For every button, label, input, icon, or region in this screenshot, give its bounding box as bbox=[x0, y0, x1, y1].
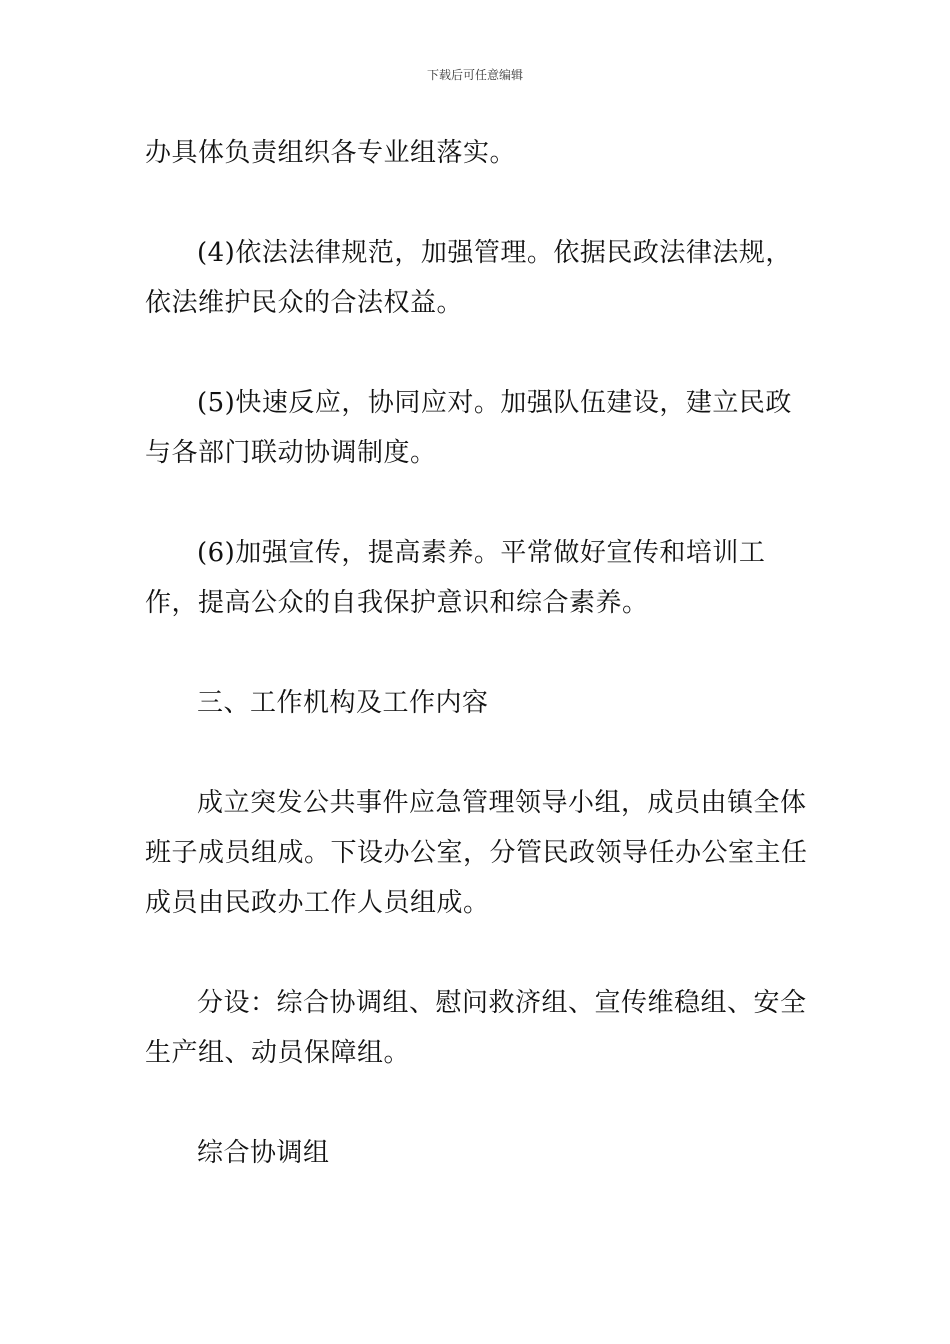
paragraph-leadership-group: 成立突发公共事件应急管理领导小组，成员由镇全体班子成员组成。下设办公室，分管民政领导任办公室主任成员由民政办工作人员组成。 bbox=[145, 788, 808, 918]
section-heading-3: 三、工作机构及工作内容 bbox=[197, 688, 489, 718]
document-body bbox=[145, 128, 810, 1178]
paragraph-item-5: (5)快速反应，协同应对。加强队伍建设，建立民政与各部门联动协调制度。 bbox=[145, 388, 792, 468]
subheading-coordination-group: 综合协调组 bbox=[197, 1138, 330, 1168]
paragraph-item-6: (6)加强宣传，提高素养。平常做好宣传和培训工作，提高公众的自我保护意识和综合素养。 bbox=[145, 538, 766, 618]
paragraph-subgroups: 分设：综合协调组、慰问救济组、宣传维稳组、安全生产组、动员保障组。 bbox=[145, 988, 807, 1068]
paragraph-continuation: 办具体负责组织各专业组落实。 bbox=[145, 138, 517, 168]
header-note: 下载后可任意编辑 bbox=[426, 68, 523, 82]
paragraph-item-4: (4)依法法律规范，加强管理。依据民政法律法规，依法维护民众的合法权益。 bbox=[145, 238, 792, 318]
